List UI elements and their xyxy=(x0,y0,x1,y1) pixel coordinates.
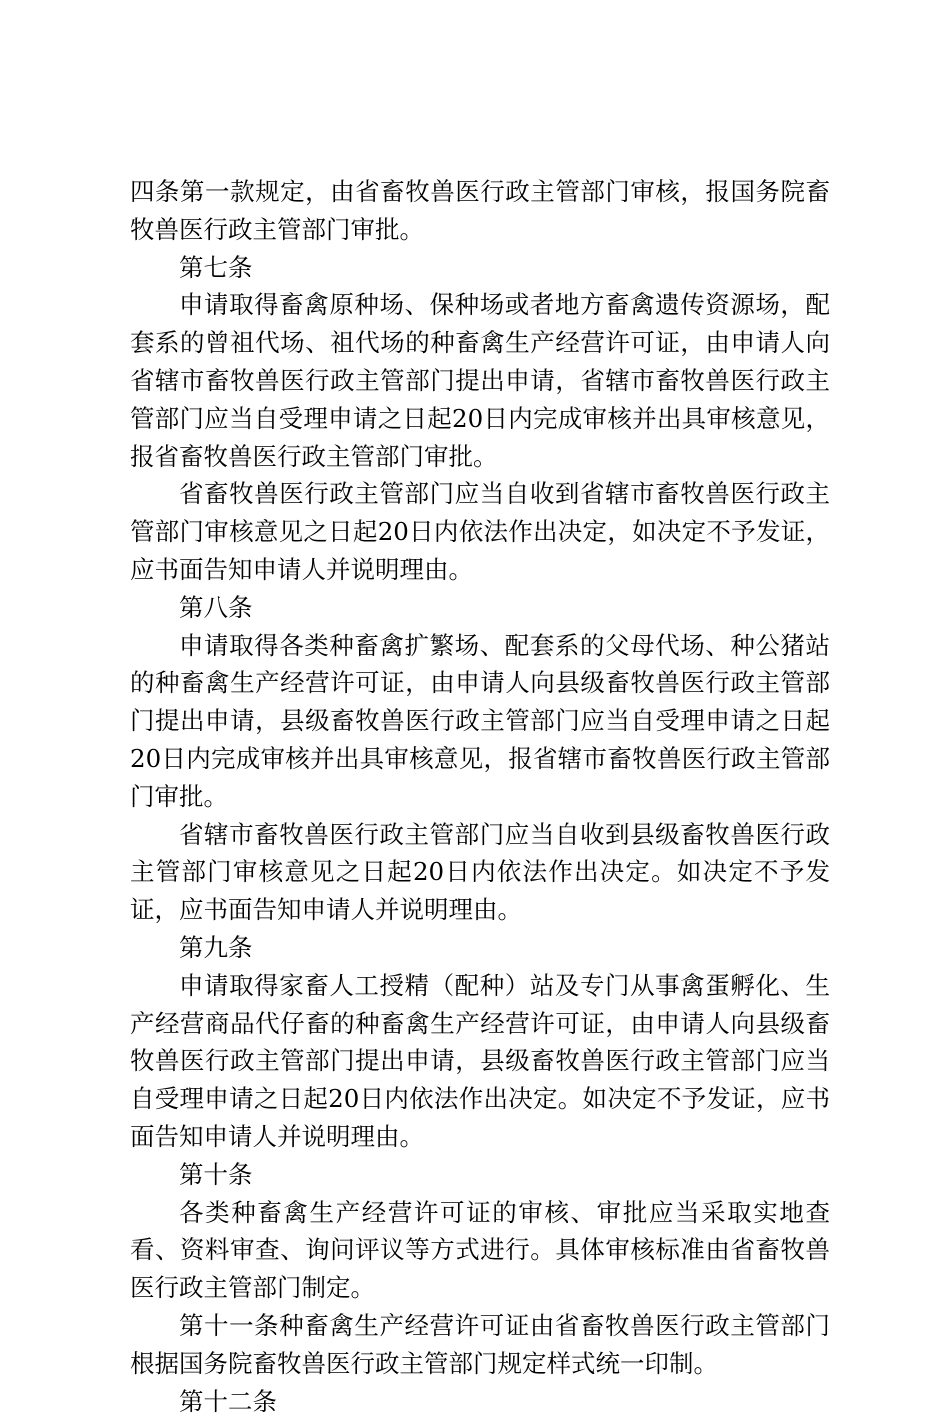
article-heading-8: 第八条 xyxy=(130,589,830,627)
paragraph-article-7-2: 省畜牧兽医行政主管部门应当自收到省辖市畜牧兽医行政主管部门审核意见之日起20日内依法作出决定，如决定不予发证，应书面告知申请人并说明理由。 xyxy=(130,475,830,588)
paragraph-article-10-1: 各类种畜禽生产经营许可证的审核、审批应当采取实地查看、资料审查、询问评议等方式进行。具体审核标准由省畜牧兽医行政主管部门制定。 xyxy=(130,1194,830,1307)
paragraph-article-7-1: 申请取得畜禽原种场、保种场或者地方畜禽遗传资源场，配套系的曾祖代场、祖代场的种畜禽生产经营许可证，由申请人向省辖市畜牧兽医行政主管部门提出申请，省辖市畜牧兽医行政主管部门应当自受理申请之日起20日内完成审核并出具审核意见，报省畜牧兽医行政主管部门审批。 xyxy=(130,286,830,475)
paragraph-article-8-1: 申请取得各类种畜禽扩繁场、配套系的父母代场、种公猪站的种畜禽生产经营许可证，由申请人向县级畜牧兽医行政主管部门提出申请，县级畜牧兽医行政主管部门应当自受理申请之日起20日内完成审核并出具审核意见，报省辖市畜牧兽医行政主管部门审批。 xyxy=(130,627,830,816)
article-heading-7: 第七条 xyxy=(130,249,830,287)
paragraph-article-9-1: 申请取得家畜人工授精（配种）站及专门从事禽蛋孵化、生产经营商品代仔畜的种畜禽生产经营许可证，由申请人向县级畜牧兽医行政主管部门提出申请，县级畜牧兽医行政主管部门应当自受理申请之日起20日内依法作出决定。如决定不予发证，应书面告知申请人并说明理由。 xyxy=(130,967,830,1156)
paragraph-article-8-2: 省辖市畜牧兽医行政主管部门应当自收到县级畜牧兽医行政主管部门审核意见之日起20日内依法作出决定。如决定不予发证，应书面告知申请人并说明理由。 xyxy=(130,816,830,929)
article-heading-10: 第十条 xyxy=(130,1156,830,1194)
document-page xyxy=(130,173,830,1420)
paragraph-1: 四条第一款规定，由省畜牧兽医行政主管部门审核，报国务院畜牧兽医行政主管部门审批。 xyxy=(130,173,830,249)
article-heading-12: 第十二条 xyxy=(130,1383,830,1420)
article-heading-9: 第九条 xyxy=(130,929,830,967)
paragraph-article-11: 第十一条种畜禽生产经营许可证由省畜牧兽医行政主管部门根据国务院畜牧兽医行政主管部门规定样式统一印制。 xyxy=(130,1307,830,1383)
